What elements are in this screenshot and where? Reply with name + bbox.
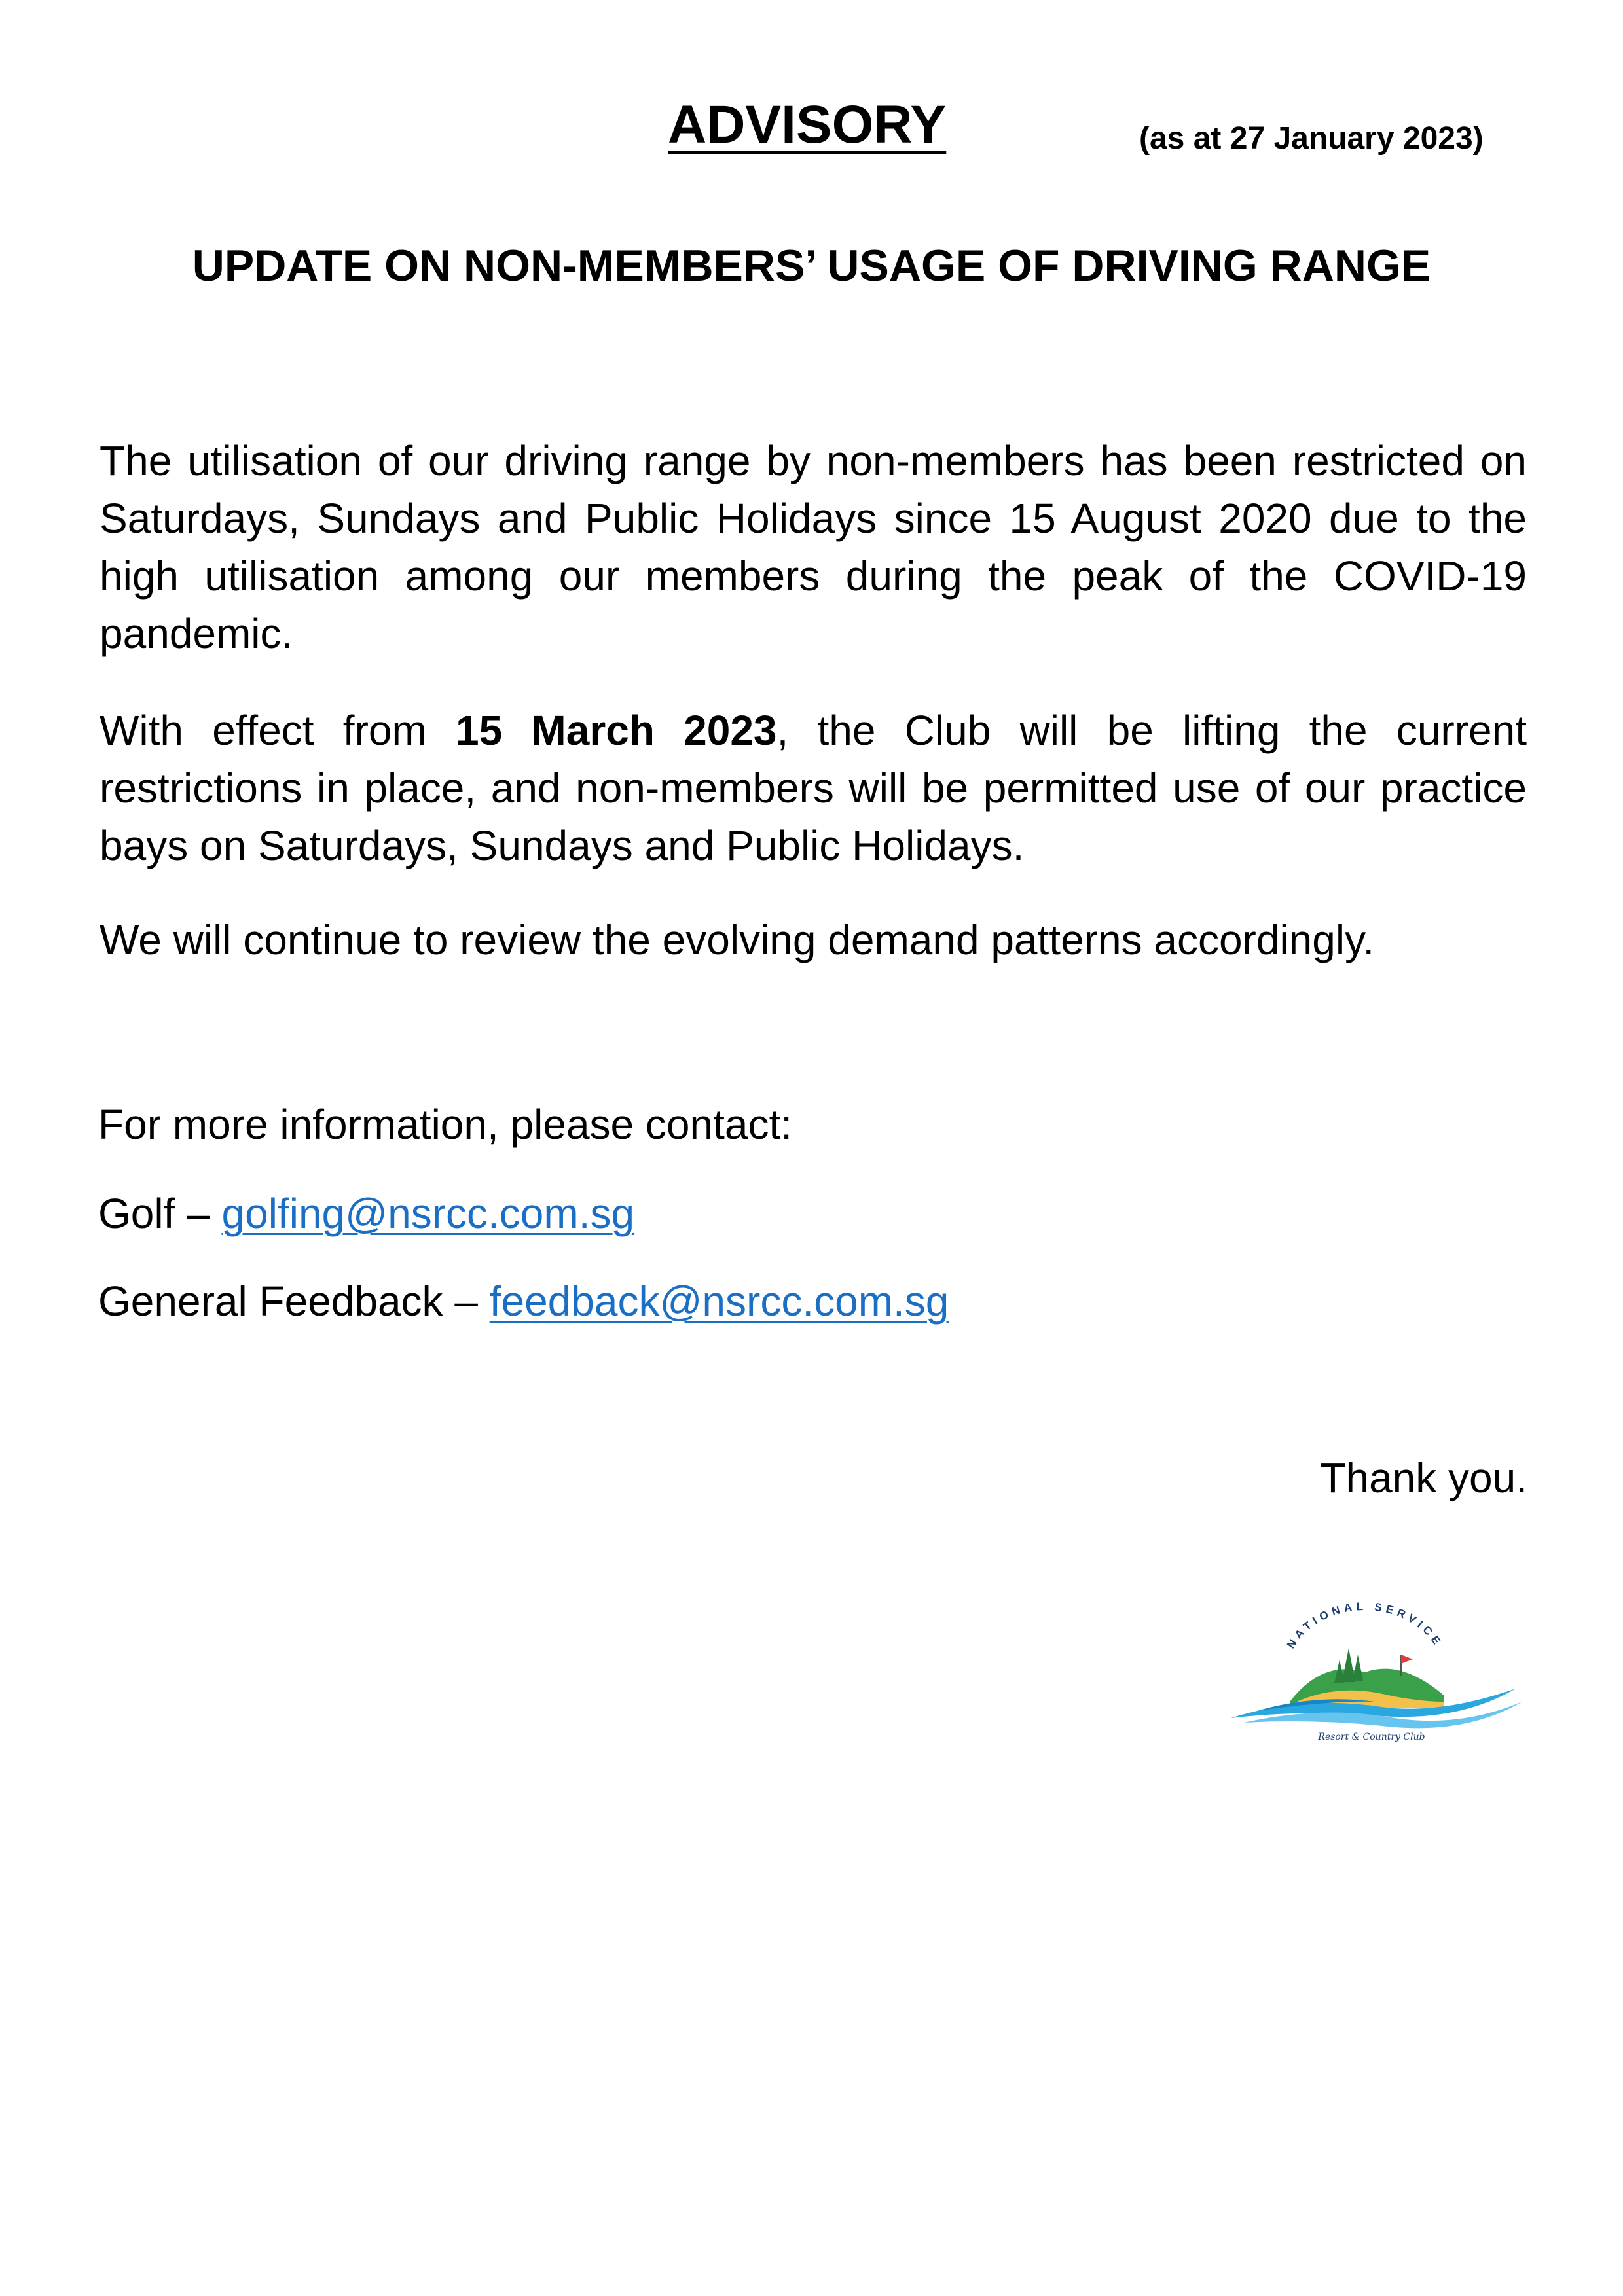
as-at-date: (as at 27 January 2023) — [1139, 121, 1484, 156]
paragraph-effective-change — [100, 702, 1527, 874]
golf-contact — [98, 1190, 635, 1237]
golf-email-link[interactable]: golfing@nsrcc.com.sg — [221, 1190, 635, 1237]
logo-arc-text: NATIONAL SERVICE — [1285, 1600, 1446, 1651]
golf-label: Golf – — [98, 1190, 222, 1237]
page-headline: UPDATE ON NON-MEMBERS’ USAGE OF DRIVING RANGE — [192, 241, 1431, 291]
paragraph-review: We will continue to review the evolving demand patterns accordingly. — [100, 916, 1375, 963]
effective-suffix: , the Club will be lifting the current restrictions in place, and non-members will be permitted use of our practice bays on Saturdays, Sundays and Public Holidays. — [100, 707, 1527, 869]
feedback-email-link[interactable]: feedback@nsrcc.com.sg — [489, 1278, 949, 1325]
effective-prefix: With effect from — [100, 707, 456, 754]
advisory-title: ADVISORY — [668, 95, 947, 154]
paragraph-restriction-history: The utilisation of our driving range by non-members has been restricted on Saturdays, Sundays and Public Holidays since 15 August 2020 due to the high utilisation among our members during the peak of the COVID-19 pandemic. — [100, 437, 1527, 657]
feedback-contact — [98, 1278, 949, 1325]
contact-intro: For more information, please contact: — [98, 1101, 793, 1148]
logo-subtitle: Resort & Country Club — [1318, 1732, 1425, 1742]
feedback-label: General Feedback – — [98, 1278, 490, 1325]
closing-thank-you: Thank you. — [1320, 1454, 1527, 1501]
effective-date: 15 March 2023 — [456, 707, 777, 754]
club-logo-graphic — [1224, 1597, 1525, 1748]
club-logo — [1224, 1597, 1525, 1748]
